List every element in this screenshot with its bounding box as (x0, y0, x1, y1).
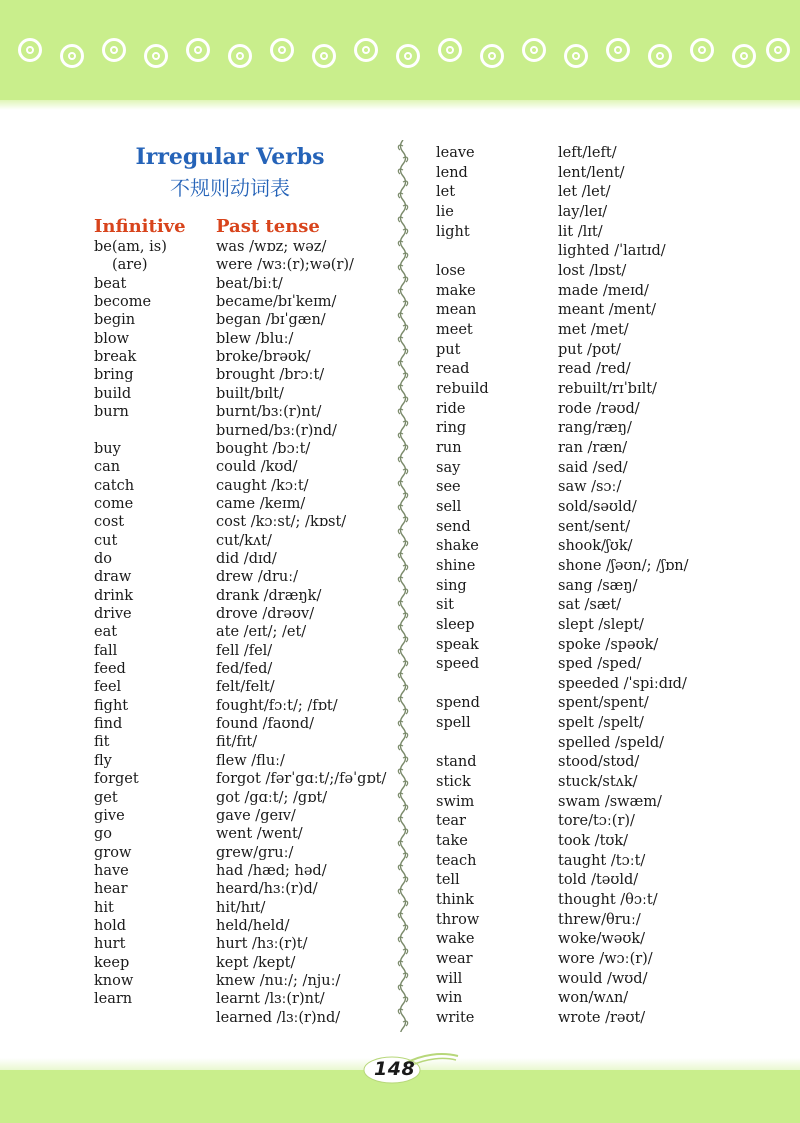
past-tense-form: rode /rəʊd/ (558, 400, 640, 417)
infinitive-form: run (436, 439, 462, 456)
past-tense-form: drew /druː/ (216, 569, 299, 586)
infinitive-form: feel (94, 679, 122, 696)
infinitive-form: speed (436, 656, 480, 673)
past-tense-form: left/left/ (558, 145, 617, 161)
infinitive-form: keep (94, 954, 130, 971)
infinitive-form: let (436, 184, 456, 201)
past-tense-form: taught /tɔːt/ (558, 852, 646, 869)
ring-decoration (144, 44, 168, 68)
past-tense-form: caught /kɔːt/ (216, 477, 309, 494)
past-tense-form: took /tʊk/ (558, 833, 629, 850)
past-tense-form: fit/fɪt/ (216, 734, 258, 751)
past-tense-form: threw/θruː/ (558, 911, 641, 928)
infinitive-form: meet (436, 321, 473, 338)
infinitive-form: win (436, 990, 463, 1007)
past-tense-form: found /faʊnd/ (216, 716, 315, 733)
infinitive-form: teach (436, 852, 477, 869)
ring-decoration (564, 44, 588, 68)
infinitive-form: eat (94, 624, 118, 641)
past-tense-form: cost /kɔːst/; /kɒst/ (216, 514, 347, 531)
infinitive-form: become (94, 294, 152, 311)
past-tense-form: learnt /lɜː(r)nt/ (216, 991, 325, 1008)
infinitive-form: find (94, 716, 123, 733)
past-tense-form: learned /lɜː(r)nd/ (216, 1009, 341, 1026)
infinitive-form: take (436, 833, 468, 850)
past-tense-form: burnt/bɜː(r)nt/ (216, 404, 322, 421)
ring-decoration (228, 44, 252, 68)
past-tense-form: did /dɪd/ (216, 550, 277, 567)
infinitive-form: fight (94, 697, 129, 714)
past-tense-form: rebuilt/rɪˈbɪlt/ (558, 380, 657, 397)
infinitive-form: learn (94, 991, 133, 1008)
past-tense-form: drove /drəʊv/ (216, 606, 315, 622)
infinitive-form: cut (94, 532, 118, 549)
infinitive-form: tear (436, 813, 466, 830)
infinitive-form: beat (94, 275, 127, 292)
page-title-chinese: 不规则动词表 (170, 176, 290, 200)
infinitive-form: buy (94, 440, 121, 457)
ring-decoration (690, 38, 714, 62)
infinitive-form: do (94, 550, 113, 567)
infinitive-form: mean (436, 302, 477, 319)
infinitive-form: have (94, 862, 129, 879)
infinitive-form: come (94, 495, 134, 512)
infinitive-form: (are) (112, 257, 148, 274)
past-tense-form: fought/fɔːt/; /fɒt/ (216, 697, 338, 714)
past-tense-form: read /red/ (558, 361, 631, 378)
header-band (0, 0, 800, 100)
past-tense-form: sang /sæŋ/ (558, 577, 638, 594)
infinitive-form: make (436, 282, 476, 299)
past-tense-form: drank /dræŋk/ (216, 587, 322, 604)
past-tense-form: sent/sent/ (558, 518, 631, 535)
infinitive-form: spell (436, 715, 471, 732)
ring-decoration (312, 44, 336, 68)
infinitive-form: fall (94, 642, 118, 659)
infinitive-form: lend (436, 164, 468, 181)
ring-decoration (60, 44, 84, 68)
infinitive-form: grow (94, 844, 132, 861)
past-tense-form: cut/kʌt/ (216, 532, 272, 549)
past-tense-form: won/wʌn/ (558, 990, 629, 1007)
past-tense-form: had /hæd; həd/ (216, 862, 327, 879)
ring-decoration (438, 38, 462, 62)
infinitive-form: wear (436, 951, 473, 968)
past-tense-form: made /meɪd/ (558, 282, 649, 299)
past-tense-form: grew/gruː/ (216, 844, 294, 861)
past-tense-form: woke/wəʊk/ (558, 931, 646, 948)
ring-decoration (102, 38, 126, 62)
ring-decoration (606, 38, 630, 62)
past-tense-form: was /wɒz; wəz/ (216, 239, 327, 255)
past-tense-form: built/bɪlt/ (216, 385, 284, 402)
past-tense-form: saw /sɔː/ (558, 479, 622, 496)
infinitive-form: sing (436, 577, 467, 594)
infinitive-form: feed (94, 661, 126, 678)
ring-decoration (396, 44, 420, 68)
past-tense-form: sold/səʊld/ (558, 498, 637, 515)
ring-decoration (522, 38, 546, 62)
past-tense-form: bought /bɔːt/ (216, 440, 311, 457)
past-tense-form: ate /eɪt/; /et/ (216, 624, 307, 641)
past-tense-form: shook/ʃʊk/ (558, 538, 633, 555)
past-tense-form: began /bɪˈgæn/ (216, 312, 326, 329)
infinitive-form: catch (94, 477, 135, 494)
past-tense-form: felt/felt/ (216, 679, 275, 696)
infinitive-header: Infinitive (94, 216, 186, 237)
past-tense-form: could /kʊd/ (216, 459, 298, 476)
infinitive-form: know (94, 973, 134, 989)
past-tense-form: fell /fel/ (216, 642, 273, 659)
past-tense-form: lighted /ˈlaɪtɪd/ (558, 243, 666, 260)
past-tense-form: shone /ʃəʊn/; /ʃɒn/ (558, 557, 689, 574)
past-tense-header: Past tense (216, 216, 320, 237)
past-tense-form: swam /swæm/ (558, 793, 662, 810)
past-tense-form: would /wʊd/ (558, 970, 648, 987)
infinitive-form: fit (94, 734, 110, 751)
past-tense-form: ran /ræn/ (558, 439, 628, 456)
infinitive-form: sit (436, 597, 454, 614)
past-tense-form: forgot /fərˈgɑːt/;/fəˈgɒt/ (216, 771, 387, 788)
page-title: Irregular Verbs (135, 144, 325, 170)
infinitive-form: ride (436, 400, 466, 417)
past-tense-form: lost /lɒst/ (558, 262, 627, 279)
past-tense-form: kept /kept/ (216, 954, 296, 971)
infinitive-form: get (94, 789, 118, 806)
infinitive-form: send (436, 518, 471, 535)
past-tense-form: got /gɑːt/; /gɒt/ (216, 789, 328, 806)
past-tense-form: stuck/stʌk/ (558, 774, 638, 791)
past-tense-form: thought /θɔːt/ (558, 892, 658, 909)
past-tense-form: wore /wɔː(r)/ (558, 951, 653, 968)
past-tense-form: fed/fed/ (216, 661, 273, 678)
infinitive-form: hear (94, 881, 128, 898)
infinitive-form: sell (436, 498, 462, 515)
past-tense-form: blew /bluː/ (216, 330, 294, 347)
infinitive-form: leave (436, 145, 475, 161)
past-tense-form: spelt /spelt/ (558, 715, 644, 732)
past-tense-form: wrote /rəʊt/ (558, 1010, 646, 1027)
infinitive-form: think (436, 892, 474, 909)
past-tense-form: sat /sæt/ (558, 597, 622, 614)
ring-decoration (480, 44, 504, 68)
past-tense-form: knew /nuː/; /njuː/ (216, 973, 341, 989)
infinitive-form: see (436, 479, 461, 496)
infinitive-form: hold (94, 917, 126, 934)
infinitive-form: tell (436, 872, 460, 889)
past-tense-form: lay/leɪ/ (558, 203, 608, 220)
infinitive-form: break (94, 349, 137, 366)
infinitive-form: ring (436, 420, 467, 437)
page-number-badge (352, 1050, 462, 1086)
past-tense-form: speeded /ˈspiːdɪd/ (558, 675, 687, 692)
past-tense-form: burned/bɜː(r)nd/ (216, 422, 337, 439)
past-tense-form: lit /lɪt/ (558, 223, 603, 240)
past-tense-form: heard/hɜː(r)d/ (216, 881, 318, 898)
past-tense-form: put /pʊt/ (558, 341, 621, 358)
infinitive-form: blow (94, 330, 130, 347)
infinitive-form: can (94, 459, 121, 476)
infinitive-form: shake (436, 538, 479, 555)
infinitive-form: be(am, is) (94, 239, 167, 255)
infinitive-form: shine (436, 557, 476, 574)
infinitive-form: stick (436, 774, 471, 791)
infinitive-form: throw (436, 911, 480, 928)
header-band-fade (0, 100, 800, 110)
infinitive-form: say (436, 459, 461, 476)
ring-decoration (648, 44, 672, 68)
infinitive-form: burn (94, 404, 129, 421)
past-tense-form: were /wɜː(r);wə(r)/ (216, 257, 354, 274)
infinitive-form: put (436, 341, 461, 358)
infinitive-form: will (436, 970, 463, 987)
infinitive-form: stand (436, 754, 477, 771)
past-tense-form: stood/stʊd/ (558, 754, 640, 771)
infinitive-form: swim (436, 793, 475, 810)
past-tense-form: said /sed/ (558, 459, 628, 476)
infinitive-form: spend (436, 695, 480, 712)
ring-decoration (270, 38, 294, 62)
infinitive-form: drink (94, 587, 133, 604)
past-tense-form: flew /fluː/ (216, 752, 285, 769)
ring-decoration (354, 38, 378, 62)
infinitive-form: light (436, 223, 470, 240)
past-tense-form: spoke /spəʊk/ (558, 636, 659, 653)
infinitive-form: lose (436, 262, 466, 279)
infinitive-form: speak (436, 636, 479, 653)
past-tense-form: broke/brəʊk/ (216, 349, 311, 366)
past-tense-form: beat/biːt/ (216, 275, 283, 292)
past-tense-form: went /went/ (216, 826, 303, 843)
ring-decoration (732, 44, 756, 68)
ring-decoration (18, 38, 42, 62)
infinitive-form: build (94, 385, 132, 402)
past-tense-form: slept /slept/ (558, 616, 644, 633)
infinitive-form: bring (94, 367, 134, 384)
infinitive-form: give (94, 807, 125, 824)
past-tense-form: meant /ment/ (558, 302, 657, 319)
infinitive-form: sleep (436, 616, 475, 633)
page-number: 148 (374, 1058, 416, 1080)
past-tense-form: tore/tɔː(r)/ (558, 813, 635, 830)
infinitive-form: go (94, 826, 113, 843)
infinitive-form: begin (94, 312, 136, 329)
infinitive-form: cost (94, 514, 125, 531)
past-tense-form: brought /brɔːt/ (216, 367, 325, 384)
infinitive-form: fly (94, 752, 112, 769)
past-tense-form: met /met/ (558, 321, 629, 338)
infinitive-form: hit (94, 899, 114, 916)
past-tense-form: lent/lent/ (558, 164, 625, 181)
past-tense-form: gave /geɪv/ (216, 807, 296, 824)
past-tense-form: held/held/ (216, 917, 290, 934)
infinitive-form: lie (436, 203, 454, 220)
infinitive-form: forget (94, 771, 139, 788)
infinitive-form: read (436, 361, 470, 378)
ring-decoration (186, 38, 210, 62)
infinitive-form: draw (94, 569, 132, 586)
past-tense-form: rang/ræŋ/ (558, 420, 632, 437)
infinitive-form: write (436, 1010, 475, 1027)
past-tense-form: told /təʊld/ (558, 872, 639, 889)
infinitive-form: rebuild (436, 380, 489, 397)
past-tense-form: hit/hɪt/ (216, 899, 266, 916)
past-tense-form: let /let/ (558, 184, 611, 201)
infinitive-form: drive (94, 606, 132, 622)
past-tense-form: became/bɪˈkeɪm/ (216, 294, 337, 311)
past-tense-form: came /keɪm/ (216, 495, 306, 512)
past-tense-form: spelled /speld/ (558, 734, 665, 751)
infinitive-form: hurt (94, 936, 126, 953)
past-tense-form: hurt /hɜː(r)t/ (216, 936, 308, 953)
vine-divider-icon (394, 140, 412, 1032)
past-tense-form: sped /sped/ (558, 656, 642, 673)
infinitive-form: wake (436, 931, 475, 948)
past-tense-form: spent/spent/ (558, 695, 649, 712)
ring-decoration (766, 38, 790, 62)
